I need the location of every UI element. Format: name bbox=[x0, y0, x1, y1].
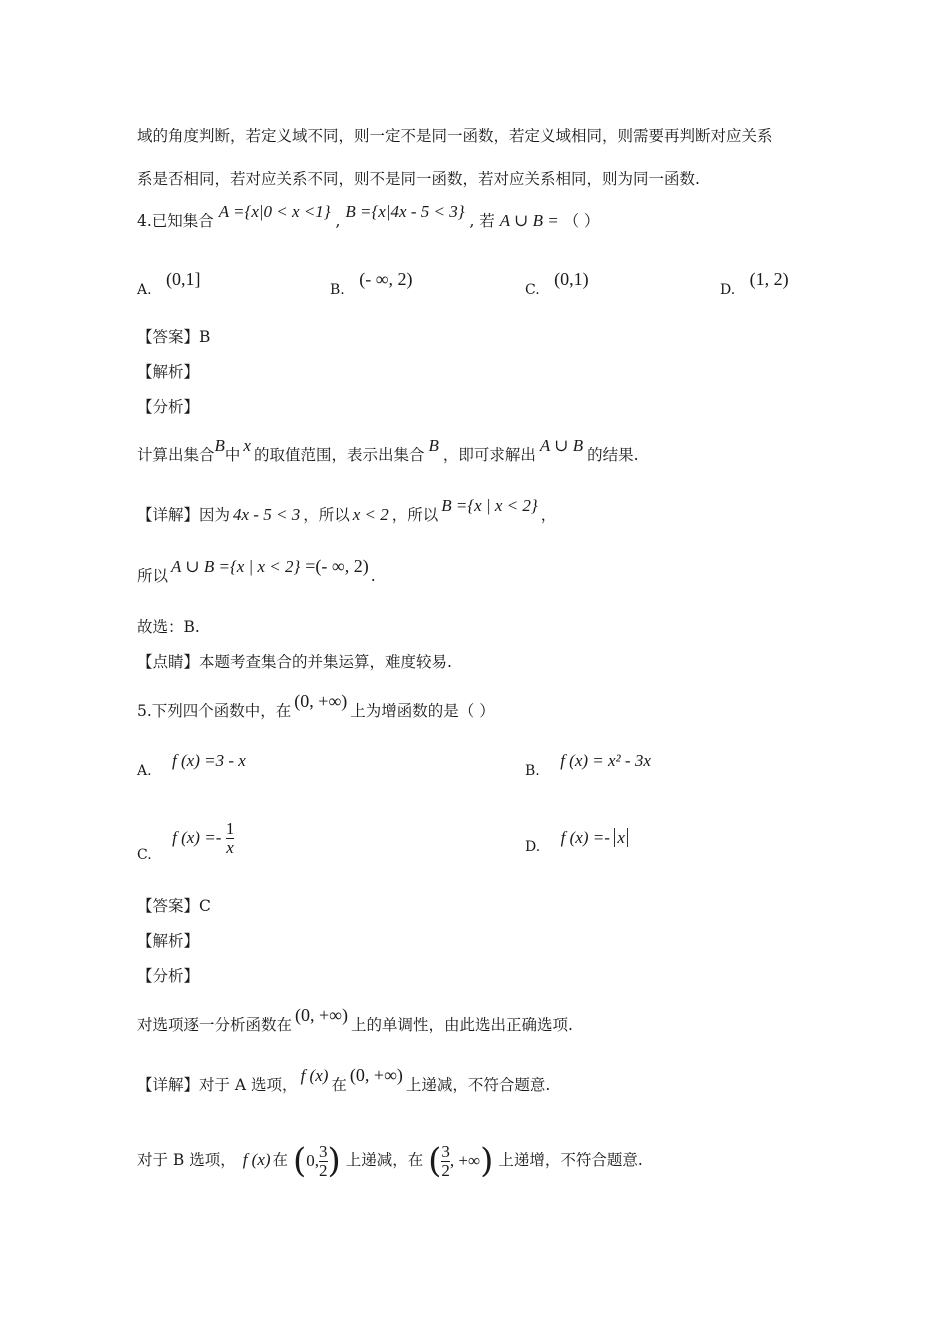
q5-detail-b-t2: 上递减，在 bbox=[345, 1151, 424, 1169]
q5-option-d-letter: D. bbox=[525, 839, 541, 855]
q5-detail-b-interval2-open: ( bbox=[428, 1141, 442, 1181]
q4-fenxi-p4: ，即可求解出 bbox=[442, 446, 536, 464]
q4-fenxi-AuB: A ∪ B bbox=[539, 436, 584, 455]
q5-detail-b-int1-fraction bbox=[319, 1143, 328, 1180]
q4-option-b-letter: B. bbox=[330, 282, 345, 298]
q4-fenxi-p1: 计算出集合 bbox=[137, 446, 215, 464]
q4-choose: 故选：B. bbox=[137, 618, 200, 636]
q5-detail-b-int2-fraction bbox=[441, 1143, 450, 1180]
q5-answer: 【答案】C bbox=[137, 897, 211, 915]
q4-fenxi-B2: B bbox=[428, 436, 439, 455]
q5-analysis-label: 【解析】 bbox=[137, 932, 200, 950]
q5-detail-b bbox=[137, 1138, 643, 1182]
q5-detail-a-t1: 在 bbox=[331, 1076, 347, 1094]
q4-comment: 【点睛】本题考查集合的并集运算，难度较易. bbox=[137, 653, 452, 671]
q4-detail-t2: ，所以 bbox=[391, 506, 439, 524]
q4-analysis-label: 【解析】 bbox=[137, 363, 200, 381]
q4-so-expr1: A ∪ B ={x | x < 2} bbox=[171, 557, 301, 576]
q5-option-c-letter: C. bbox=[137, 846, 152, 863]
q4-sep: , bbox=[335, 212, 341, 230]
q4-stem-prefix: 4.已知集合 bbox=[137, 212, 214, 230]
q5-detail-b-t1: 在 bbox=[272, 1151, 289, 1169]
q4-fenxi-text bbox=[137, 436, 639, 466]
q4-so-expr2: =(- ∞, 2) bbox=[305, 556, 369, 576]
q4-option-d-letter: D. bbox=[720, 282, 736, 298]
q5-option-a bbox=[137, 751, 246, 781]
q5-detail-a-label: 【详解】对于 A 选项， bbox=[137, 1076, 298, 1094]
q4-union: A ∪ B = bbox=[499, 211, 559, 230]
q4-so-end: . bbox=[370, 567, 376, 585]
q5-option-d bbox=[525, 828, 628, 855]
q5-detail-b-interval1 bbox=[293, 1139, 341, 1183]
q5-option-b bbox=[525, 751, 651, 781]
q4-option-a bbox=[137, 269, 201, 300]
q5-detail-a-fx: f (x) bbox=[300, 1066, 329, 1085]
q4-option-a-value: (0,1] bbox=[166, 269, 201, 289]
q5-detail-b-fx: f (x) bbox=[242, 1150, 271, 1169]
q4-option-d bbox=[720, 269, 789, 300]
q4-so bbox=[137, 556, 376, 587]
q5-detail-b-interval2-close: ) bbox=[480, 1141, 494, 1181]
q4-detail-ineq2: x < 2 bbox=[352, 505, 389, 524]
q5-option-c-fraction bbox=[226, 820, 235, 857]
q4-option-d-value: (1, 2) bbox=[749, 269, 789, 289]
q4-detail bbox=[137, 496, 557, 526]
q5-detail-b-int2-num: 3 bbox=[441, 1141, 450, 1161]
q5-detail-b-label: 对于 B 选项， bbox=[137, 1151, 236, 1169]
q5-detail-b-int2-den: 2 bbox=[441, 1160, 450, 1180]
q4-stem-suffix: , 若 bbox=[469, 212, 495, 230]
intro-line-1: 域的角度判断，若定义域不同，则一定不是同一函数，若定义域相同，则需要再判断对应关系 bbox=[137, 127, 773, 145]
q5-detail-b-int1-num: 3 bbox=[319, 1141, 328, 1161]
q5-detail-a-t2: 上递减，不符合题意. bbox=[405, 1076, 551, 1094]
q4-set-a: A ={x|0 < x <1} bbox=[218, 202, 331, 221]
q5-detail-a-interval: (0, +∞) bbox=[349, 1065, 403, 1085]
q5-option-a-expr: f (x) =3 - x bbox=[172, 751, 246, 770]
q5-option-c-den: x bbox=[226, 838, 234, 857]
q4-option-c bbox=[525, 269, 589, 300]
q5-option-d-lhs: f (x) =- bbox=[560, 828, 610, 847]
q5-detail-b-int2-right: , +∞ bbox=[449, 1151, 481, 1170]
q5-option-b-expr: f (x) = x² - 3x bbox=[560, 751, 651, 770]
q4-stem bbox=[137, 202, 600, 232]
q5-fenxi-p1: 对选项逐一分析函数在 bbox=[137, 1016, 293, 1034]
q5-stem bbox=[137, 691, 495, 722]
q4-detail-ineq1: 4x - 5 < 3 bbox=[233, 505, 301, 524]
q5-option-d-abs: x bbox=[614, 828, 628, 847]
q5-fenxi-p2: 上的单调性，由此选出正确选项. bbox=[351, 1016, 573, 1034]
q4-fenxi-label: 【分析】 bbox=[137, 398, 200, 416]
q5-interval: (0, +∞) bbox=[294, 691, 348, 711]
q5-option-c-lhs: f (x) =- bbox=[172, 827, 222, 847]
q5-fenxi-interval: (0, +∞) bbox=[295, 1005, 348, 1025]
q4-fenxi-p3: 的取值范围，表示出集合 bbox=[253, 446, 425, 464]
q4-fenxi-x: x bbox=[243, 436, 251, 455]
q5-detail-b-interval1-close: ) bbox=[327, 1141, 341, 1181]
q5-detail-b-t3: 上递增，不符合题意. bbox=[498, 1151, 643, 1169]
q5-fenxi-text bbox=[137, 1005, 573, 1036]
q5-stem-suffix: 上为增函数的是（ ） bbox=[350, 702, 495, 720]
q4-blank: （ ） bbox=[563, 212, 600, 230]
q4-option-a-letter: A. bbox=[137, 282, 152, 298]
q5-option-b-letter: B. bbox=[525, 763, 540, 779]
q4-detail-label: 【详解】因为 bbox=[137, 506, 231, 524]
q4-detail-setb: B ={x | x < 2} bbox=[441, 496, 538, 515]
q4-fenxi-p5: 的结果. bbox=[587, 446, 639, 464]
q5-fenxi-label: 【分析】 bbox=[137, 967, 200, 985]
q5-detail-b-int1-left: 0, bbox=[306, 1151, 319, 1170]
q4-so-prefix: 所以 bbox=[137, 567, 169, 585]
q4-fenxi-p2: 中 bbox=[224, 446, 241, 464]
intro-line-2: 系是否相同，若对应关系不同，则不是同一函数，若对应关系相同，则为同一函数. bbox=[137, 170, 700, 188]
q4-option-b bbox=[330, 269, 413, 300]
q4-answer: 【答案】B bbox=[137, 328, 211, 346]
q4-detail-t1: ，所以 bbox=[303, 506, 350, 524]
q4-fenxi-B: B bbox=[214, 436, 225, 455]
q5-detail-b-int1-den: 2 bbox=[319, 1160, 328, 1180]
q4-set-b: B ={x|4x - 5 < 3} bbox=[345, 202, 465, 221]
q5-option-c-num: 1 bbox=[225, 819, 235, 838]
q4-detail-t3: ， bbox=[540, 506, 557, 524]
q4-option-b-value: (- ∞, 2) bbox=[359, 269, 413, 289]
q4-option-c-value: (0,1) bbox=[554, 269, 589, 289]
q5-detail-b-interval1-open: ( bbox=[292, 1141, 307, 1181]
q5-stem-prefix: 5.下列四个函数中，在 bbox=[137, 702, 292, 720]
q5-detail-b-interval2 bbox=[428, 1139, 493, 1183]
q4-option-c-letter: C. bbox=[525, 282, 540, 298]
q5-option-c bbox=[137, 810, 235, 863]
q5-option-a-letter: A. bbox=[137, 763, 152, 779]
q5-detail-a bbox=[137, 1065, 551, 1096]
